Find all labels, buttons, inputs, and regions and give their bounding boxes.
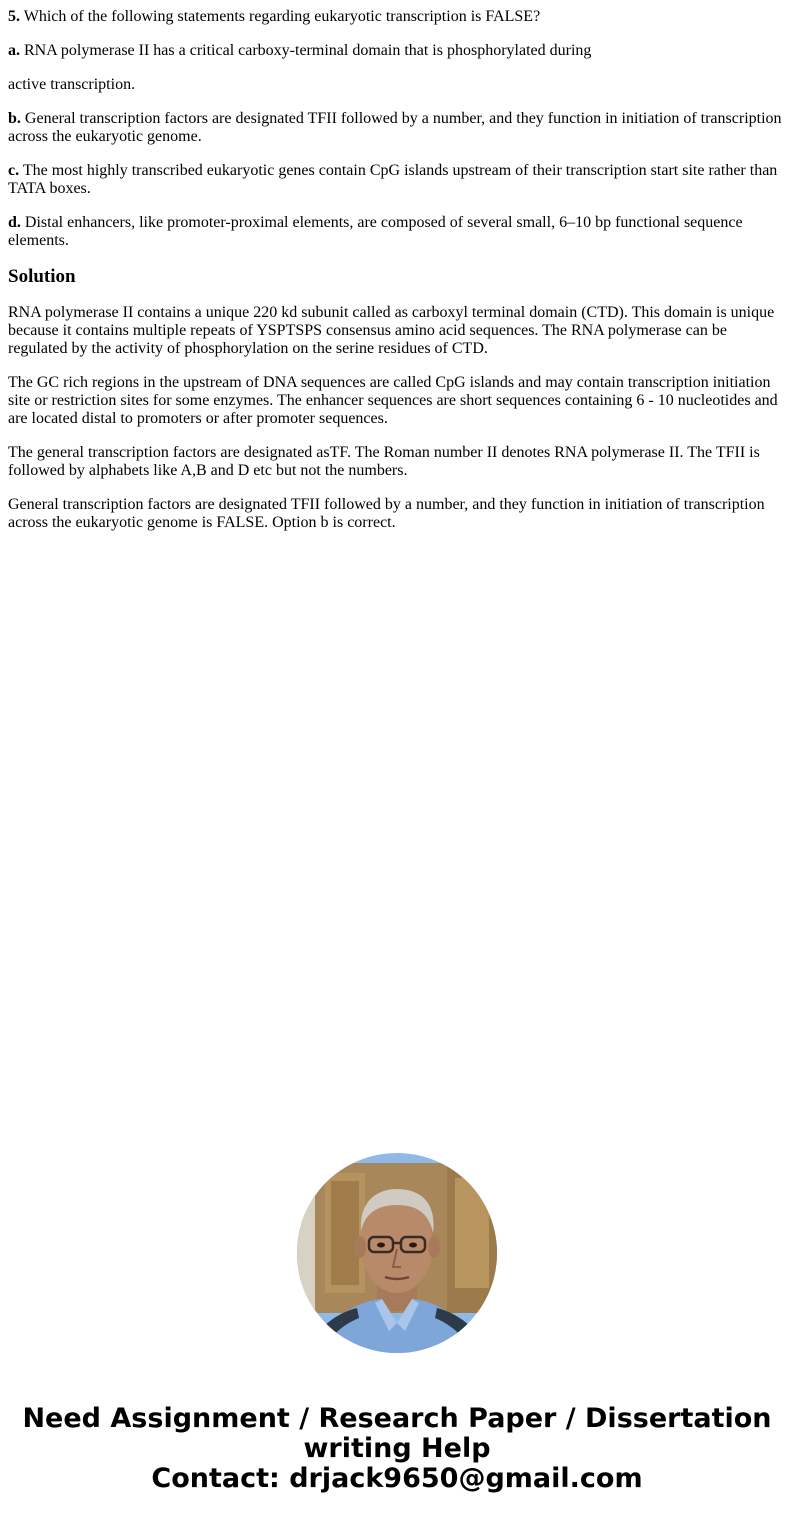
- option-letter: d.: [8, 214, 21, 231]
- question-content: [8, 8, 786, 548]
- promo-contact: Contact: drjack9650@gmail.com: [151, 1463, 643, 1494]
- option-text: The most highly transcribed eukaryotic genes contain CpG islands upstream of their transcription start site rather than TATA boxes.: [8, 162, 778, 197]
- option-text: active transcription.: [8, 76, 136, 93]
- solution-heading: Solution: [8, 266, 76, 287]
- option-a-continuation: [8, 76, 786, 94]
- promo-banner: [0, 1404, 794, 1494]
- option-text: RNA polymerase II has a critical carboxy-terminal domain that is phosphorylated during: [24, 42, 592, 59]
- option-letter: b.: [8, 110, 21, 127]
- solution-paragraph: RNA polymerase II contains a unique 220 kd subunit called as carboxyl terminal domain (CTD). This domain is unique because it contains multiple repeats of YSPTSPS consensus amino acid sequences. The RNA polymerase can be regulated by the activity of phosphorylation on the serine residues of CTD.: [8, 304, 775, 357]
- option-letter: c.: [8, 162, 20, 179]
- option-b: [8, 110, 786, 146]
- option-text: Distal enhancers, like promoter-proximal elements, are composed of several small, 6–10 bp functional sequence elements.: [8, 214, 743, 249]
- promo-line: Need Assignment / Research Paper / Dissertation: [22, 1403, 772, 1434]
- option-c: [8, 162, 786, 198]
- author-avatar: [297, 1153, 497, 1353]
- option-letter: a.: [8, 42, 20, 59]
- option-a: [8, 42, 786, 60]
- option-text: General transcription factors are designated TFII followed by a number, and they function in initiation of transcription across the eukaryotic genome.: [8, 110, 782, 145]
- question-number: 5.: [8, 8, 20, 25]
- option-d: [8, 214, 786, 250]
- question-text: Which of the following statements regarding eukaryotic transcription is FALSE?: [23, 8, 541, 25]
- author-portrait-image: [297, 1153, 497, 1353]
- solution-paragraph: General transcription factors are designated TFII followed by a number, and they function in initiation of transcription across the eukaryotic genome is FALSE. Option b is correct.: [8, 496, 765, 531]
- solution-paragraph: The GC rich regions in the upstream of DNA sequences are called CpG islands and may contain transcription initiation site or restriction sites for some enzymes. The enhancer sequences are short sequences containing 6 - 10 nucleotides and are located distal to promoters or after promoter sequences.: [8, 374, 778, 427]
- question-stem: [8, 8, 786, 26]
- promo-line: writing Help: [303, 1433, 491, 1464]
- solution-paragraph: The general transcription factors are designated asTF. The Roman number II denotes RNA polymerase II. The TFII is followed by alphabets like A,B and D etc but not the numbers.: [8, 444, 760, 479]
